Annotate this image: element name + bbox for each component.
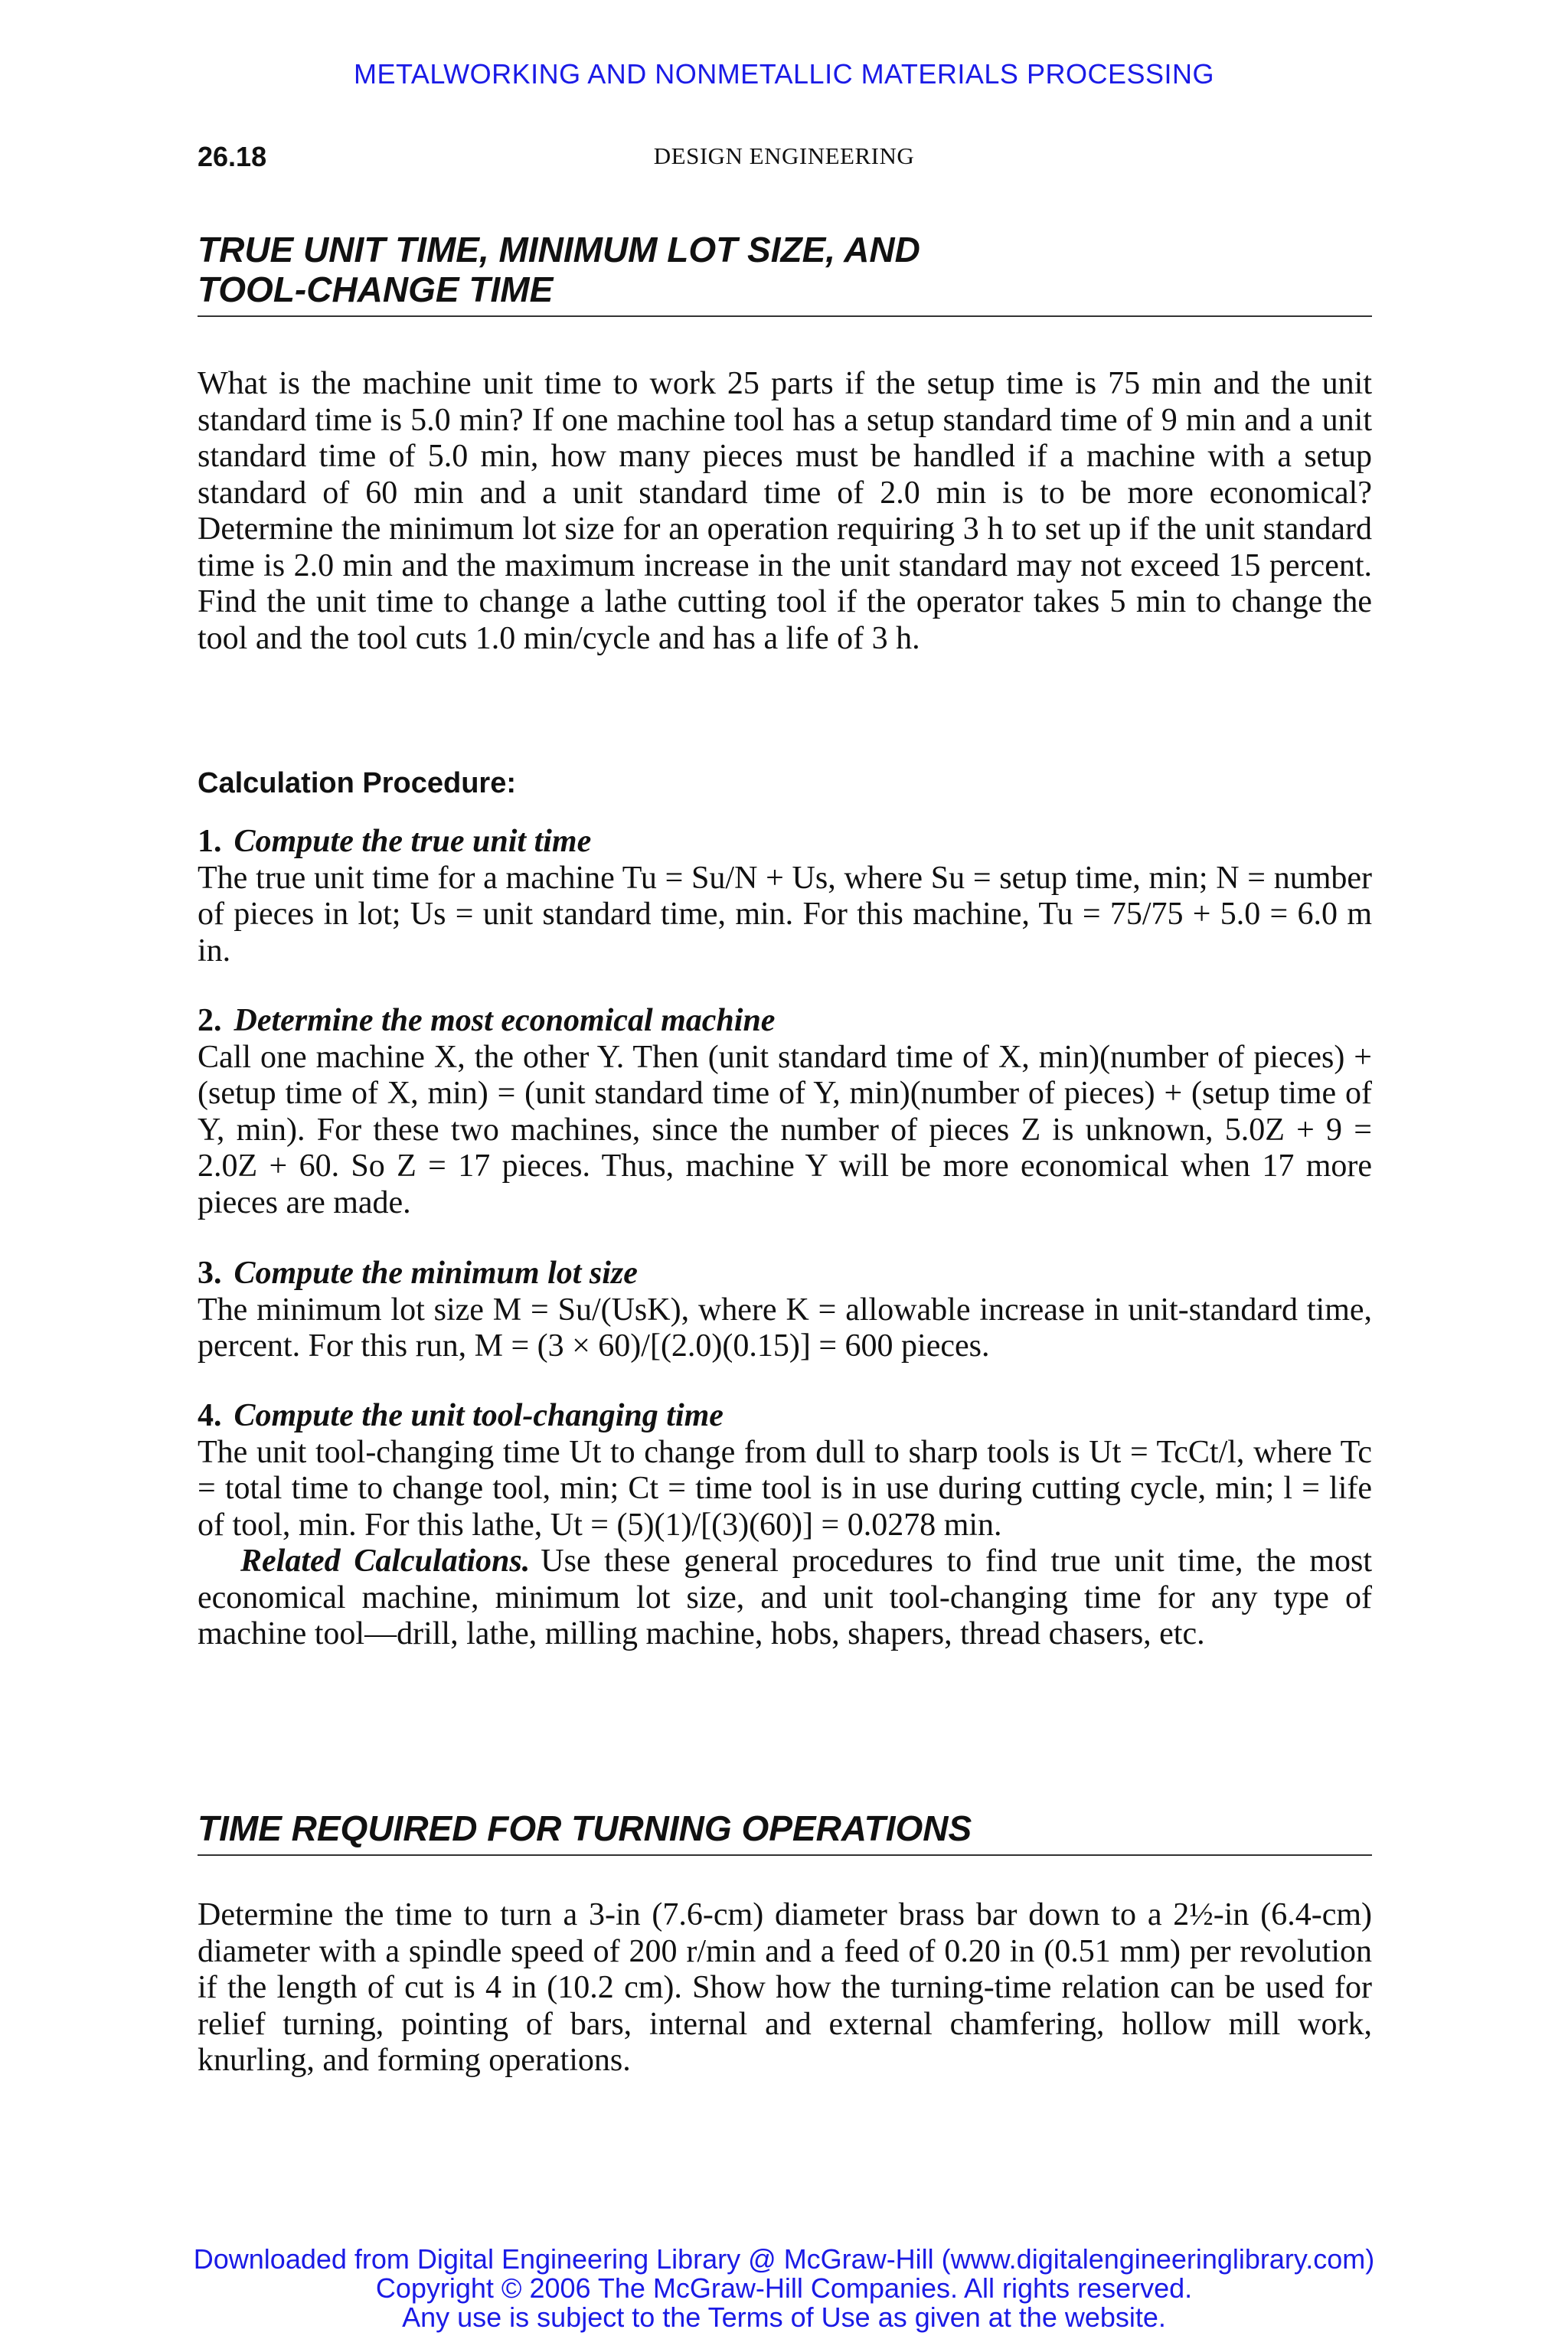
top-banner: METALWORKING AND NONMETALLIC MATERIALS PROCESSING (354, 58, 1214, 90)
step-1-heading (198, 824, 1372, 861)
related-calculations (198, 1544, 1372, 1653)
step-3 (198, 1256, 1372, 1365)
running-head: DESIGN ENGINEERING (653, 142, 915, 169)
step-1 (198, 824, 1372, 969)
step-3-title: Compute the minimum lot size (234, 1256, 638, 1291)
related-calculations-body: Use these general procedures to find true unit time, the most economical machine, minimum lot size, and unit tool-changing time for any type of machine tool—drill, lathe, milling machine, hobs, shapers, thread chasers, etc. (198, 1544, 1372, 1651)
footer-line-3: Any use is subject to the Terms of Use as given at the website. (402, 2301, 1166, 2333)
step-3-heading (198, 1256, 1372, 1292)
section-title-turning-operations: TIME REQUIRED FOR TURNING OPERATIONS (198, 1808, 1372, 1856)
step-2-title: Determine the most economical machine (234, 1003, 776, 1038)
related-calculations-lead: Related Calculations. (240, 1544, 531, 1579)
problem-statement-2: Determine the time to turn a 3-in (7.6-cm) diameter brass bar down to a 2½-in (6.4-cm) diameter with a spindle speed of 200 r/min and a feed of 0.20 in (0.51 mm) per revolution if the length of cut is 4 in (10.2 cm). Show how the turning-time relation can be used for relief turning, pointing of bars, internal and external chamfering, hollow mill work, knurling, and forming operations. (198, 1897, 1372, 2078)
step-2-body: Call one machine X, the other Y. Then (unit standard time of X, min)(number of pieces) + (setup time of X, min) = (unit standard time of Y, min)(number of pieces) + (setup time of Y, min). For these two machines, since the number of pieces Z is unknown, 5.0Z + 9 = 2.0Z + 60. So Z = 17 pieces. Thus, machine Y will be more economical when 17 more pieces are made. (198, 1039, 1372, 1220)
step-4-title: Compute the unit tool-changing time (234, 1398, 724, 1433)
section-title-true-unit-time (198, 230, 1372, 317)
page-number: 26.18 (198, 141, 267, 172)
step-1-title: Compute the true unit time (234, 824, 592, 859)
footer (0, 2245, 1568, 2332)
section-title-line-1: TRUE UNIT TIME, MINIMUM LOT SIZE, AND (198, 230, 920, 270)
section-title-line-2: TOOL-CHANGE TIME (198, 270, 554, 309)
step-4-body: The unit tool-changing time Ut to change from dull to sharp tools is Ut = TcCt/l, where Tc = total time to change tool, min; Ct = time tool is in use during cutting cycle, min; l = life of tool, min. For this lathe, Ut = (5)(1)/[(3)(60)] = 0.0278 min. (198, 1434, 1372, 1543)
footer-line-2: Copyright © 2006 The McGraw-Hill Companies. All rights reserved. (375, 2272, 1193, 2304)
calculation-procedure-heading: Calculation Procedure: (198, 767, 516, 799)
step-3-number: 3. (198, 1256, 222, 1291)
step-4-number: 4. (198, 1398, 222, 1433)
step-2-heading (198, 1003, 1372, 1040)
step-4-heading (198, 1398, 1372, 1435)
step-1-number: 1. (198, 824, 222, 859)
footer-line-1: Downloaded from Digital Engineering Library @ McGraw-Hill (www.digitalengineeringlibrary.com) (193, 2243, 1375, 2275)
step-2 (198, 1003, 1372, 1221)
step-4 (198, 1398, 1372, 1653)
step-1-body: The true unit time for a machine Tu = Su/N + Us, where Su = setup time, min; N = number of pieces in lot; Us = unit standard time, min. For this machine, Tu = 75/75 + 5.0 = 6.0 m in. (198, 860, 1372, 969)
step-2-number: 2. (198, 1003, 222, 1038)
problem-statement-1: What is the machine unit time to work 25 parts if the setup time is 75 min and the unit standard time is 5.0 min? If one machine tool has a setup standard time of 9 min and a unit standard time of 5.0 min, how many pieces must be handled if a machine with a setup standard of 60 min and a unit standard time of 2.0 min is to be more economical? Determine the minimum lot size for an operation requiring 3 h to set up if the unit standard time is 2.0 min and the maximum increase in the unit standard may not exceed 15 percent. Find the unit time to change a lathe cutting tool if the operator takes 5 min to change the tool and the tool cuts 1.0 min/cycle and has a life of 3 h. (198, 366, 1372, 656)
step-3-body: The minimum lot size M = Su/(UsK), where K = allowable increase in unit-standard time, percent. For this run, M = (3 × 60)/[(2.0)(0.15)] = 600 pieces. (198, 1292, 1372, 1364)
